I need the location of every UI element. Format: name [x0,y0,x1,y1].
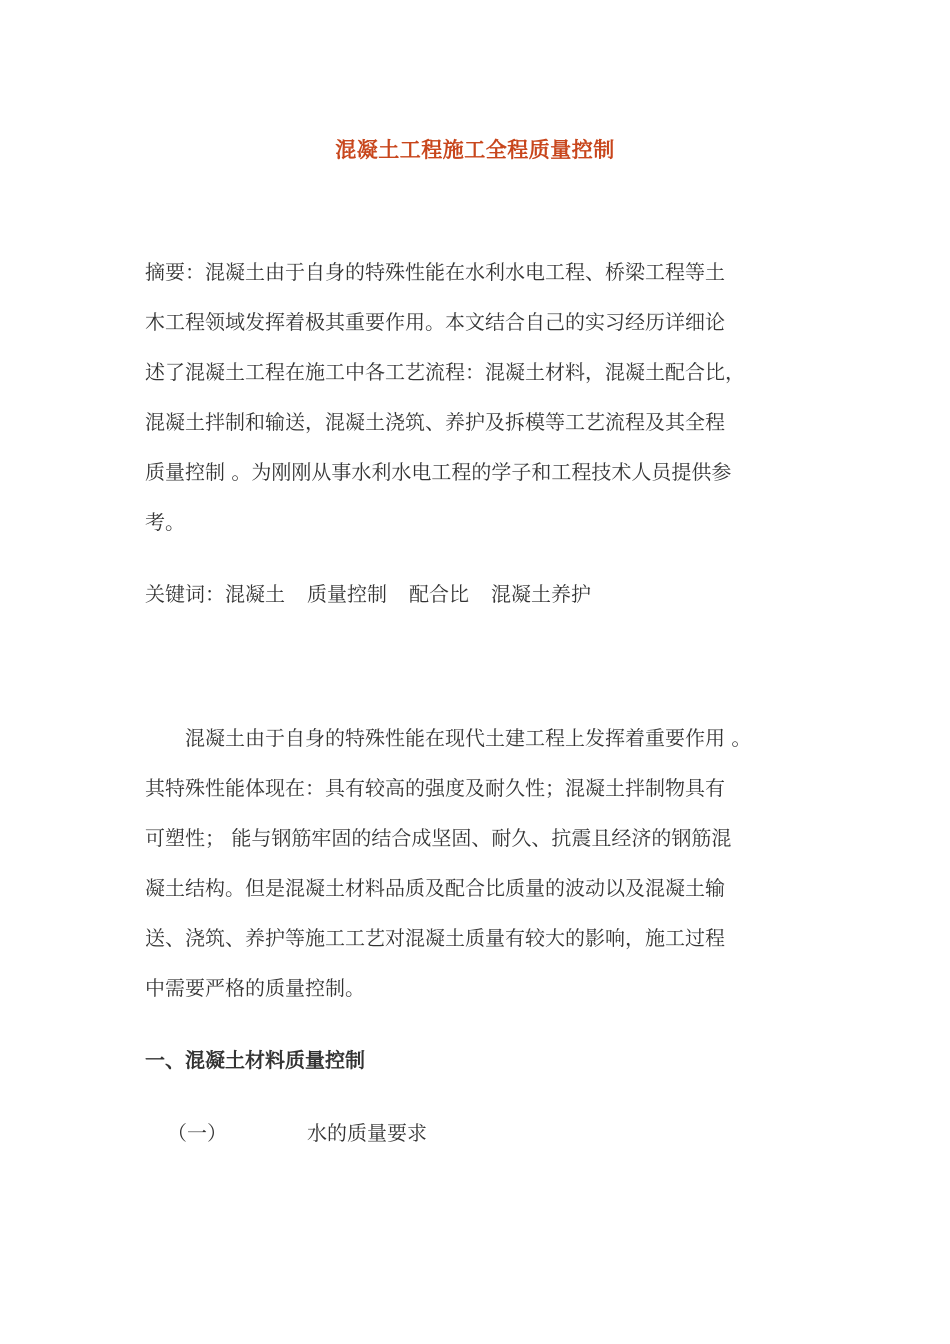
abstract-line: 摘要：混凝土由于自身的特殊性能在水利水电工程、桥梁工程等土 [145,260,725,284]
section-heading: 一、混凝土材料质量控制 [145,1048,365,1072]
subsection-heading [167,1117,427,1146]
keywords-line [145,578,613,610]
intro-line: 可塑性； 能与钢筋牢固的结合成坚固、耐久、抗震且经济的钢筋混 [145,826,732,850]
abstract-line: 考。 [145,510,185,534]
document-title: 混凝土工程施工全程质量控制 [335,137,615,162]
intro-line: 混凝土由于自身的特殊性能在现代土建工程上发挥着重要作用 。 [145,726,752,750]
subsection-number: （一） [167,1121,227,1145]
intro-line: 凝土结构。但是混凝土材料品质及配合比质量的波动以及混凝土输 [145,876,725,900]
intro-paragraph [145,713,825,1013]
intro-line: 送、浇筑、养护等施工工艺对混凝土质量有较大的影响，施工过程 [145,926,725,950]
keyword: 质量控制 [307,582,387,606]
keywords-label: 关键词： [145,582,225,606]
abstract-line: 质量控制 。为刚刚从事水利水电工程的学子和工程技术人员提供参 [145,460,732,484]
keyword: 配合比 [409,582,469,606]
abstract-paragraph [145,247,825,547]
intro-line: 其特殊性能体现在：具有较高的强度及耐久性；混凝土拌制物具有 [145,776,725,800]
abstract-line: 述了混凝土工程在施工中各工艺流程：混凝土材料，混凝土配合比， [145,360,745,384]
keyword: 混凝土 [225,582,285,606]
abstract-line: 木工程领域发挥着极其重要作用。本文结合自己的实习经历详细论 [145,310,725,334]
abstract-line: 混凝土拌制和输送，混凝土浇筑、养护及拆模等工艺流程及其全程 [145,410,725,434]
keyword: 混凝土养护 [491,582,591,606]
intro-line: 中需要严格的质量控制。 [145,976,365,1000]
subsection-title: 水的质量要求 [307,1121,427,1145]
